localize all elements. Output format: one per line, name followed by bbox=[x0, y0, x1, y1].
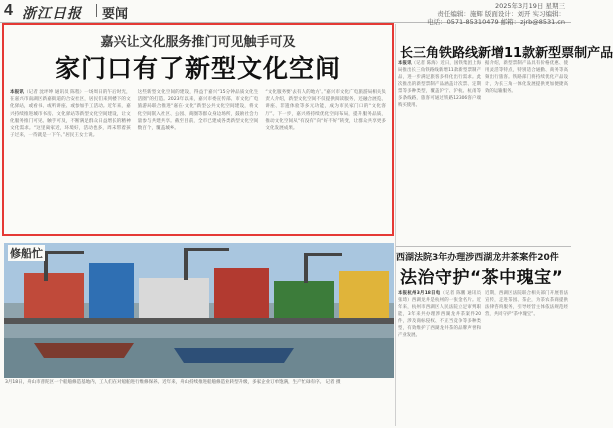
article-paragraph: 这些新型文化空间的建设，得益于嘉兴“15分钟品质文化生活圈”的打造。2023年以来，嘉兴市委宣传部、市文化广电旅游局联合推进“嘉在·文化”新型公共文化空间建设，将文化空间嵌入社区、公园、商圈等群众身边场所，鼓励社会力量参与共建共享。截至目前，全市已建成各类新型文化空间数百个，覆盖城乡。 bbox=[137, 90, 259, 132]
right-article-headline[interactable]: 长三角铁路线新增11款新型票制产品 bbox=[400, 46, 613, 61]
article-byline: 本报杭州3月18日电 bbox=[398, 291, 441, 296]
article-column bbox=[10, 89, 131, 231]
article-paragraph: （记者 陈鹏 通讯员 张琦）西湖龙井是杭州的一张金名片。近年来，杭州市西湖区人民法院立足审判职能，3年来共办理涉西湖龙井茶案件20件，涉及商标侵权、不正当竞争等多种类型，有效维护了西湖龙井茶的品牌声誉和产业发展。 bbox=[398, 291, 482, 338]
right-bottom-body bbox=[398, 290, 568, 425]
right-bottom-kicker: 西湖法院3年办理涉西湖龙井茶案件20件 bbox=[396, 253, 559, 263]
editor-credits: 责任编辑：施辉 版面设计：刘开 实习编辑： bbox=[437, 10, 565, 18]
photo-title: 修船忙 bbox=[10, 247, 43, 260]
section-name: 要闻 bbox=[102, 7, 129, 22]
issue-date: 2025年3月19日 星期三 bbox=[494, 2, 565, 10]
article-body bbox=[10, 89, 386, 231]
masthead-meta bbox=[427, 2, 565, 26]
article-byline: 本报讯 bbox=[398, 61, 412, 66]
article-paragraph: 据介绍，新型票制产品具有价格优惠、使用灵活等特点，特别适合通勤、商务等高频出行旅客。铁路部门将持续优化产品设计，为长三角一体化发展提供更加便捷高效的运输服务。 bbox=[485, 61, 568, 94]
article-column bbox=[485, 60, 568, 240]
article-byline: 本报讯 bbox=[10, 90, 24, 95]
right-article-body bbox=[398, 60, 568, 240]
right-bottom-headline[interactable]: 法治守护“茶中瑰宝” bbox=[400, 268, 564, 288]
news-photo[interactable] bbox=[4, 243, 394, 378]
masthead bbox=[0, 0, 571, 26]
article-column bbox=[265, 89, 386, 231]
column-divider bbox=[395, 24, 396, 426]
highlighted-article[interactable] bbox=[2, 23, 394, 236]
photo-caption: 3月18日，舟山市普陀区一个船舶修造基地内，工人们在对船舶进行维修保养。近年来，舟山持续推进船舶修造业转型升级，多家企业订单饱满，生产忙碌有序。 记者 摄 bbox=[5, 380, 341, 385]
article-column bbox=[485, 290, 568, 425]
section-divider bbox=[396, 246, 571, 247]
article-paragraph: “文化服务要‘去有人的地方’。”嘉兴市文化广电旅游局相关负责人介绍，新型文化空间不仅提供阅读服务，还融合展览、讲座、非遗体验等多元功能，成为市民家门口的“文化客厅”。下一步，嘉兴将持续优化空间布局，提升服务品质，推动文化空间从“有没有”向“好不好”转变，让群众共享更多文化发展成果。 bbox=[265, 90, 387, 132]
masthead-divider bbox=[96, 4, 97, 17]
shipyard-photo-image bbox=[4, 243, 394, 378]
article-paragraph: （记者 陈海）近日，国铁集团上海局推出长三角铁路线新增11款新型票制产品，进一步满足旅客多样化出行需求。此次推出的新型票制产品涵盖计次票、定期票等多种类型，覆盖沪宁、沪杭、杭甬等多条线路，旅客可通过铁路12306客户端购买使用。 bbox=[398, 61, 481, 108]
article-paragraph: 近期，西湖区法院联合相关部门开展普法宣传，走进茶园、茶企，为茶农茶商提供法律咨询服务，引导经营主体依法规范经营，共同守护“茶中瑰宝”。 bbox=[485, 291, 568, 317]
article-headline: 家门口有了新型文化空间 bbox=[54, 54, 341, 83]
article-paragraph: （记者 沈坪坤 通讯员 陈程）一场周日的午后时光，在嘉兴市南湖区新嘉街道的合安社区，居民们来到楼下的文化驿站，或看书、或听讲座、或参加手工活动。近年来，嘉兴持续推进城市书房、文化驿站等新型文化空间建设，让文化服务推门可见、触手可及，不断满足群众日益增长的精神文化需求。“这里离家近，环境好，活动也多，周末带着孩子过来，一待就是一下午。”居民王女士说。 bbox=[10, 90, 131, 139]
contact-info: 电话：0571-85310479 邮箱：zjrb@8531.cn bbox=[427, 18, 565, 26]
article-column bbox=[398, 290, 481, 425]
article-column bbox=[138, 89, 259, 231]
article-column bbox=[398, 60, 481, 240]
article-kicker: 嘉兴让文化服务推门可见触手可及 bbox=[100, 35, 296, 50]
page-number: 4 bbox=[4, 2, 13, 19]
paper-name-logo: 浙江日报 bbox=[22, 6, 82, 22]
